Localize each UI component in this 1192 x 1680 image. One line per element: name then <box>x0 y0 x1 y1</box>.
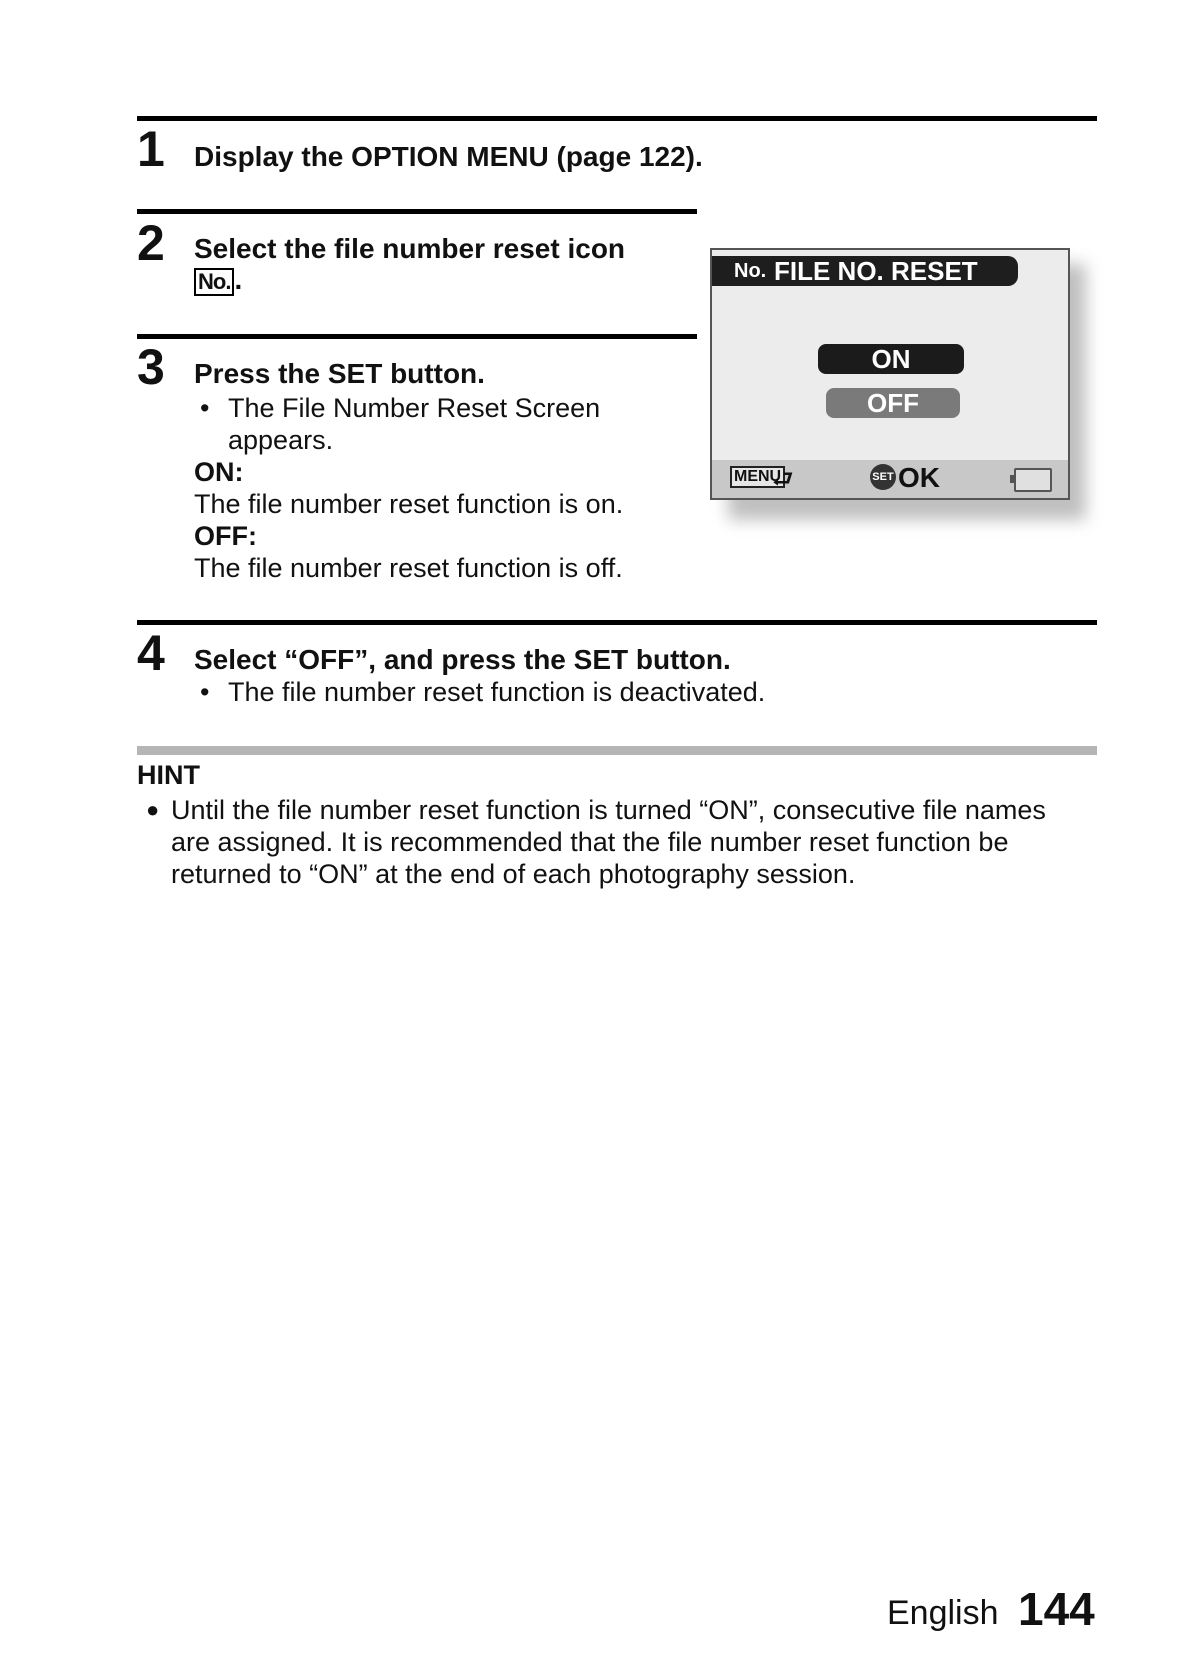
step-4-bullet: The file number reset function is deactivated. <box>228 677 766 707</box>
step-3-heading: Press the SET button. <box>194 358 485 389</box>
screen-title: FILE NO. RESET <box>774 256 978 286</box>
step-1-heading: Display the OPTION MENU (page 122). <box>194 141 703 172</box>
step-1-rule <box>137 116 1097 121</box>
step-3-bullet-line-1: The File Number Reset Screen <box>228 393 601 423</box>
file-number-icon: No. <box>734 260 767 282</box>
step-3-off-label: OFF: <box>194 521 257 551</box>
file-number-reset-icon: No. <box>194 268 234 296</box>
set-icon: SET <box>870 464 896 490</box>
hint-bullet-dot: ● <box>146 797 160 822</box>
step-3-bullet-line-2: appears. <box>228 425 334 455</box>
step-2-suffix: . <box>234 264 243 295</box>
step-1-number: 1 <box>137 121 165 177</box>
screen-footer <box>712 460 1068 498</box>
step-4-number: 4 <box>137 625 165 681</box>
step-3-off-desc: The file number reset function is off. <box>194 553 623 583</box>
screen-title-bar <box>712 256 1018 286</box>
step-3-on-desc: The file number reset function is on. <box>194 489 624 519</box>
option-on[interactable]: ON <box>818 344 964 374</box>
step-3-bullet-dot: • <box>200 393 210 423</box>
footer-language: English <box>887 1594 999 1632</box>
step-2-rule <box>137 209 697 214</box>
hint-rule <box>137 746 1097 755</box>
page-number: 144 <box>1018 1583 1095 1635</box>
step-2-number: 2 <box>137 215 165 271</box>
hint-line-3: returned to “ON” at the end of each photography session. <box>171 859 856 889</box>
hint-line-2: are assigned. It is recommended that the file number reset function be <box>171 827 1009 857</box>
return-icon: ⮐ <box>772 466 794 493</box>
hint-line-1: Until the file number reset function is turned “ON”, consecutive file names <box>171 795 1046 825</box>
step-2-icon-line <box>194 264 242 296</box>
step-4-bullet-dot: • <box>200 677 210 707</box>
ok-label: OK <box>898 462 940 493</box>
step-4-rule <box>137 620 1097 625</box>
menu-icon: MENU <box>730 466 785 488</box>
step-3-rule <box>137 334 697 339</box>
camera-screen <box>710 248 1070 500</box>
step-3-number: 3 <box>137 339 165 395</box>
hint-title: HINT <box>137 760 200 790</box>
step-2-heading: Select the file number reset icon <box>194 233 626 264</box>
step-4-heading: Select “OFF”, and press the SET button. <box>194 644 731 675</box>
battery-icon <box>1014 468 1052 492</box>
option-off[interactable]: OFF <box>826 388 960 418</box>
step-3-on-label: ON: <box>194 457 244 487</box>
